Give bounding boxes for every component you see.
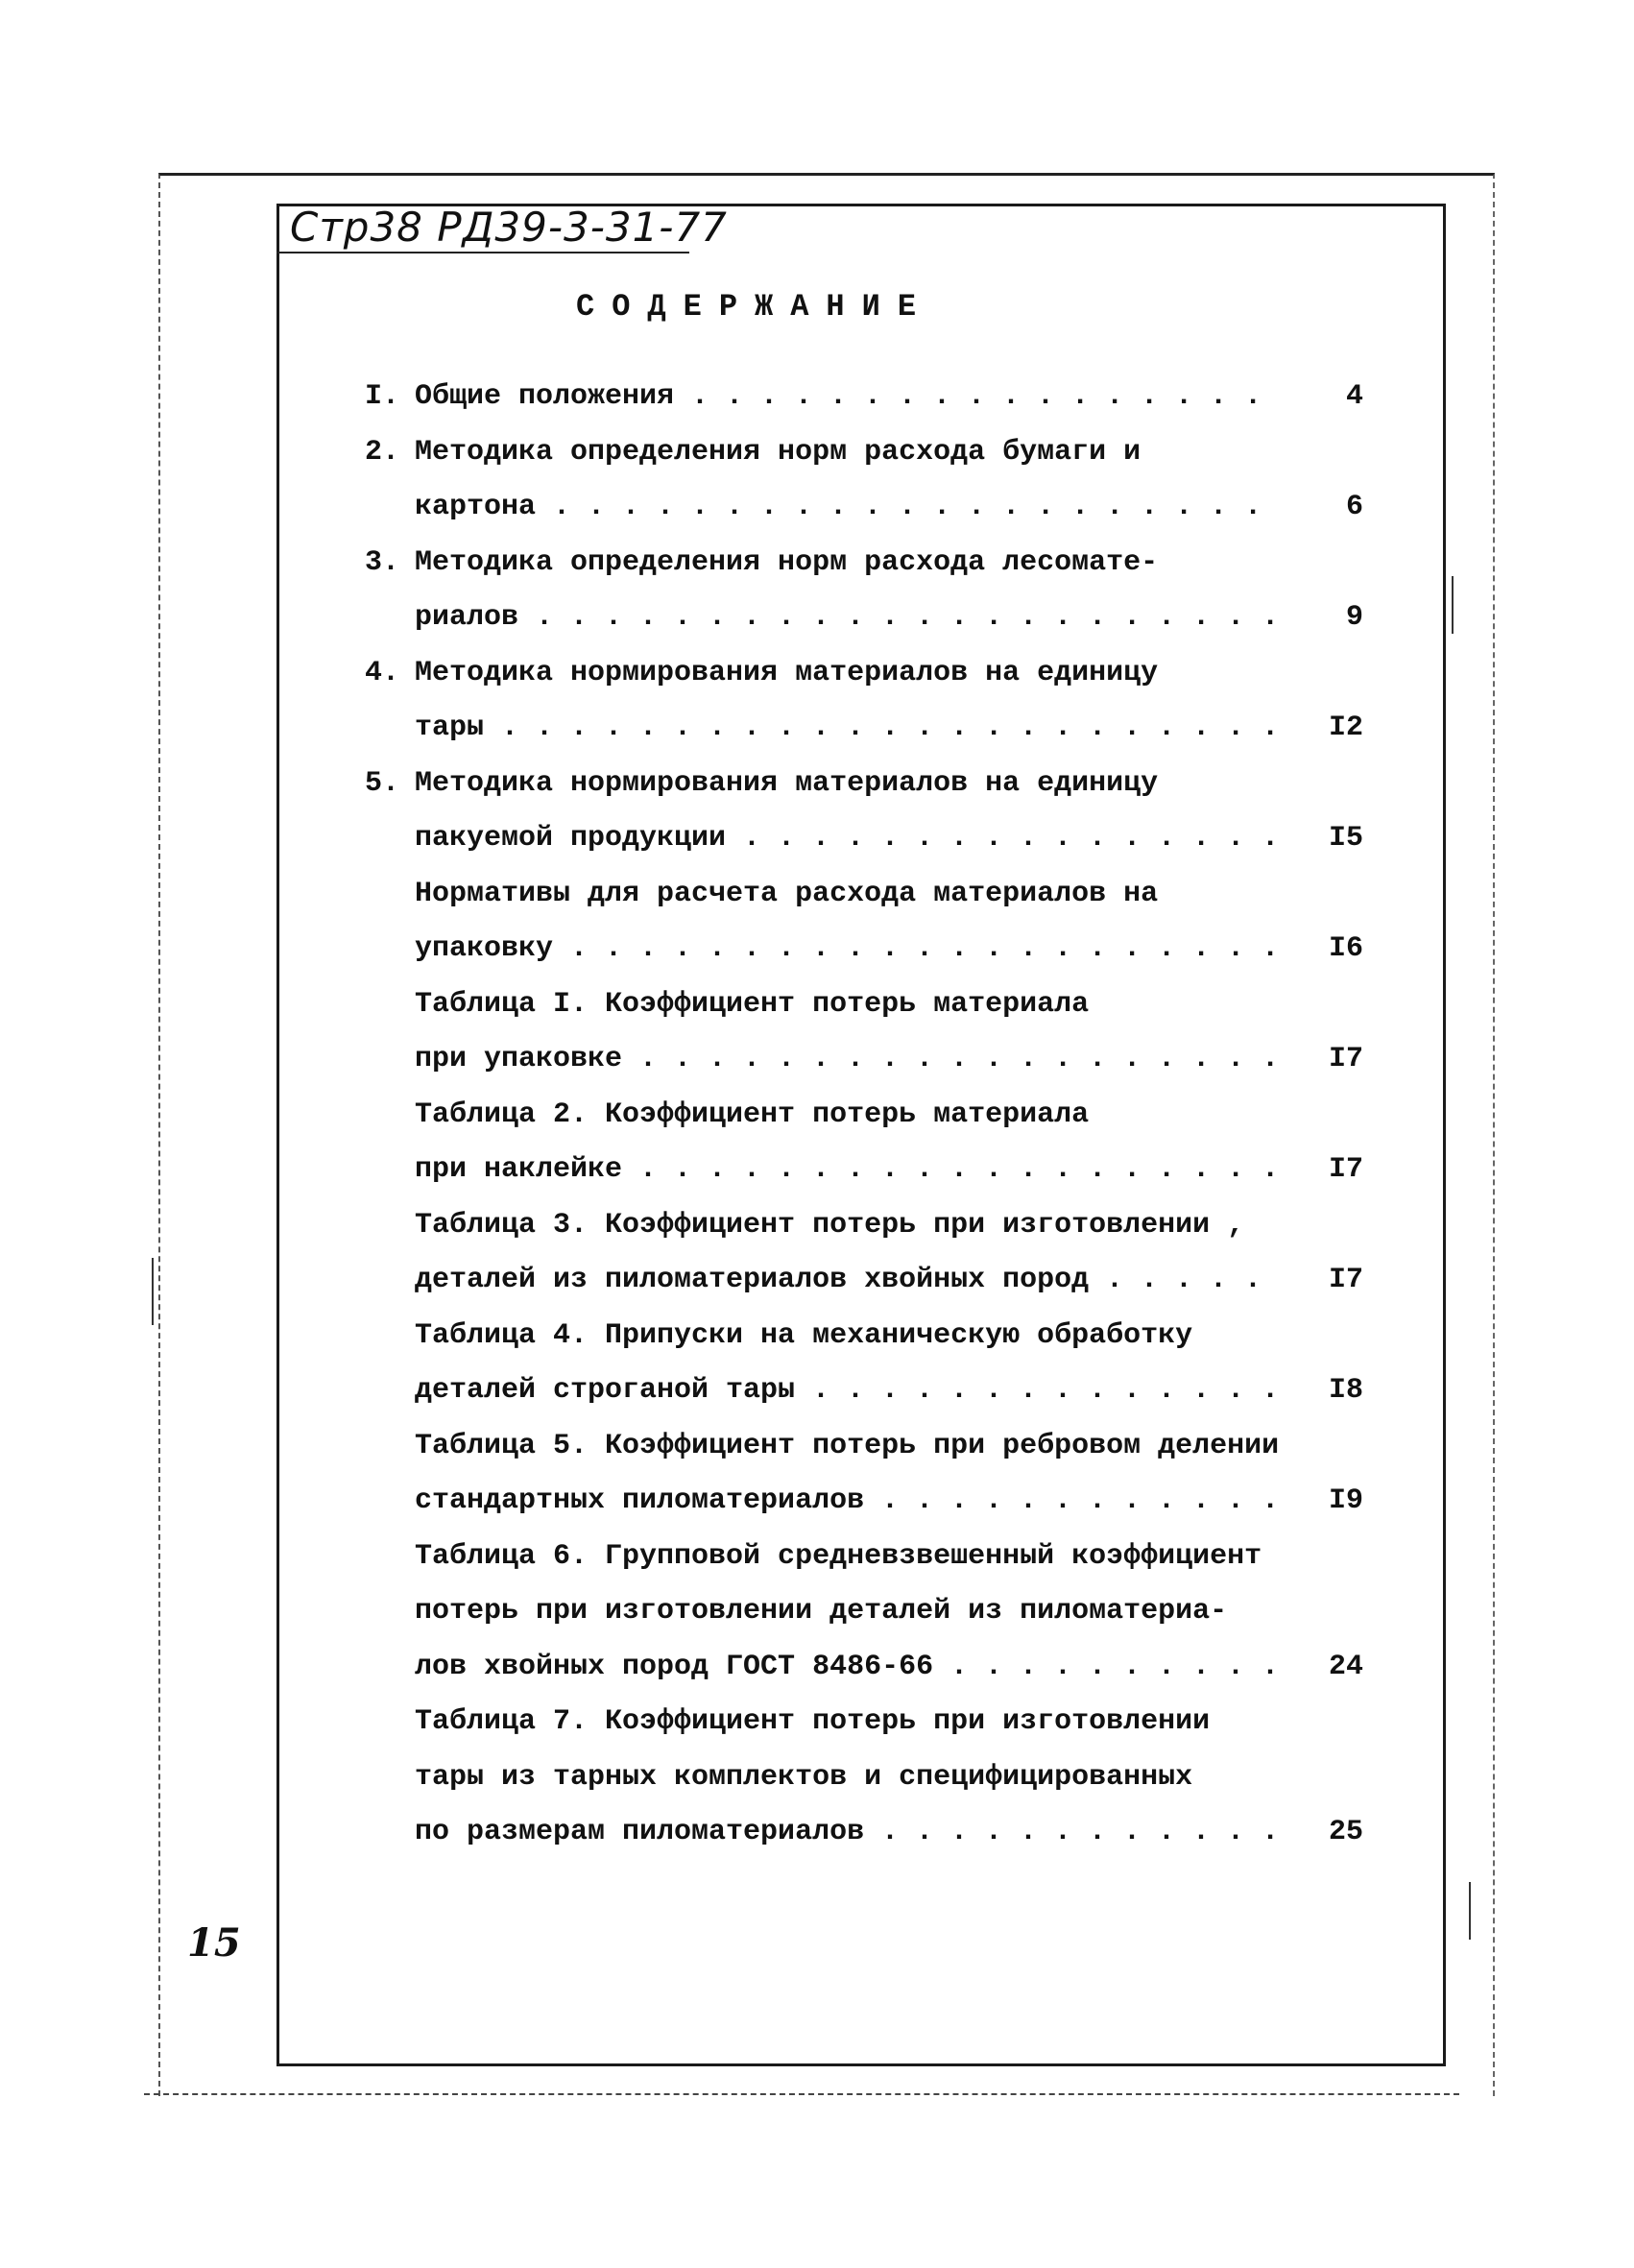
toc-entry-title: стандартных пиломатериалов [415, 1484, 865, 1517]
toc-entry [365, 977, 1363, 1033]
document-stamp: Стр38 РД39-3-31-77 [290, 204, 728, 251]
toc-entry [365, 536, 1363, 591]
toc-entry [365, 646, 1363, 702]
dot-leader: . . . . . . . . . . . . [881, 1816, 1280, 1848]
dot-leader: . . . . . . . . . . . . . . . . . . . . . [570, 932, 1280, 965]
toc-entry-title: тары [415, 712, 485, 744]
toc-entry-title: при упаковке [415, 1043, 623, 1075]
toc-entry [365, 480, 1363, 536]
toc-entry-title: Нормативы для расчета расхода материалов на [415, 877, 1159, 910]
toc-entry-title: потерь при изготовлении деталей из пиломатериа- [415, 1595, 1228, 1628]
table-of-contents [365, 370, 1363, 1861]
toc-entry [365, 757, 1363, 812]
toc-entry [365, 1750, 1363, 1806]
toc-entry-title: Методика определения норм расхода бумаги и [415, 435, 1141, 469]
toc-entry-title: деталей строганой тары [415, 1374, 796, 1407]
toc-entry-title: риалов [415, 601, 519, 634]
dot-leader: . . . . . . . . . . . . . . . . . . . [639, 1043, 1280, 1075]
toc-entry-page: I2 [1328, 712, 1363, 744]
toc-entry-page: I7 [1328, 1043, 1363, 1075]
toc-entry-page: 9 [1345, 601, 1363, 634]
toc-entry-title: Общие положения [415, 380, 675, 413]
toc-entry-number: 5. [365, 766, 400, 800]
toc-entry-page: 4 [1345, 380, 1363, 413]
toc-entry [365, 1640, 1363, 1696]
dot-leader: . . . . . . . . . . . . . . . . . . . . . [553, 491, 1262, 523]
stamp-underline [276, 252, 689, 253]
toc-entry-page: 24 [1328, 1650, 1363, 1683]
dot-leader: . . . . . . . . . . . . . . . . [743, 822, 1280, 855]
toc-entry-page: I7 [1328, 1264, 1363, 1296]
toc-entry-title: картона [415, 491, 537, 523]
toc-entry-page: I5 [1328, 822, 1363, 855]
toc-entry [365, 1032, 1363, 1088]
toc-entry-title: Таблица 6. Групповой средневзвешенный коэффициент [415, 1539, 1262, 1573]
toc-entry [365, 1419, 1363, 1475]
toc-entry-number: I. [365, 380, 400, 413]
toc-entry-title: пакуемой продукции [415, 822, 727, 855]
toc-entry [365, 701, 1363, 757]
toc-entry [365, 1198, 1363, 1254]
toc-entry-title: упаковку [415, 932, 554, 965]
toc-entry-page: I8 [1328, 1374, 1363, 1407]
toc-entry-page: I6 [1328, 932, 1363, 965]
toc-entry [365, 425, 1363, 481]
dot-leader: . . . . . . . . . . . . . . . . . . . [639, 1153, 1280, 1186]
toc-entry [365, 1695, 1363, 1750]
toc-entry-title: Таблица 3. Коэффициент потерь при изготовлении , [415, 1208, 1245, 1242]
margin-mark: 15 [187, 1920, 241, 1966]
toc-entry [365, 867, 1363, 923]
dot-leader: . . . . . . . . . . . . [881, 1484, 1280, 1517]
toc-entry [365, 1584, 1363, 1640]
toc-entry-page: I9 [1328, 1484, 1363, 1517]
toc-entry-title: Методика определения норм расхода лесомате- [415, 545, 1159, 579]
scan-tick [152, 1258, 154, 1325]
dot-leader: . . . . . . . . . . . . . . [812, 1374, 1280, 1407]
toc-entry [365, 1088, 1363, 1144]
toc-entry [365, 1530, 1363, 1585]
toc-entry [365, 1143, 1363, 1198]
toc-entry [365, 591, 1363, 646]
dot-leader: . . . . . . . . . . . . . . . . . . . . . . . [501, 712, 1280, 744]
dot-leader: . . . . . . . . . . [950, 1650, 1280, 1683]
toc-entry-title: Методика нормирования материалов на единицу [415, 766, 1159, 800]
toc-entry-number: 2. [365, 435, 400, 469]
toc-entry-title: тары из тарных комплектов и специфицированных [415, 1760, 1193, 1794]
toc-entry [365, 1309, 1363, 1364]
dot-leader: . . . . . . . . . . . . . . . . . . . . . . [536, 601, 1280, 634]
toc-entry-title: Методика нормирования материалов на единицу [415, 656, 1159, 689]
toc-entry-page: 6 [1345, 491, 1363, 523]
toc-entry-title: Таблица 7. Коэффициент потерь при изготовлении [415, 1705, 1211, 1738]
toc-entry-title: при наклейке [415, 1153, 623, 1186]
toc-entry-title: Таблица I. Коэффициент потерь материала [415, 987, 1090, 1021]
outer-bottom-line [144, 2093, 1459, 2095]
toc-entry [365, 1474, 1363, 1530]
toc-entry-title: лов хвойных пород ГОСТ 8486-66 [415, 1650, 934, 1683]
dot-leader: . . . . . . . . . . . . . . . . . [691, 380, 1262, 413]
toc-entry [365, 922, 1363, 977]
toc-entry [365, 1253, 1363, 1309]
toc-entry-title: Таблица 5. Коэффициент потерь при ребровом делении [415, 1429, 1280, 1462]
toc-entry [365, 1363, 1363, 1419]
toc-entry-page: 25 [1328, 1816, 1363, 1848]
toc-entry [365, 1805, 1363, 1861]
toc-entry-number: 4. [365, 656, 400, 689]
scan-tick [1469, 1882, 1471, 1940]
toc-entry-title: Таблица 2. Коэффициент потерь материала [415, 1098, 1090, 1131]
toc-entry [365, 370, 1363, 425]
toc-entry-page: I7 [1328, 1153, 1363, 1186]
toc-entry-title: Таблица 4. Припуски на механическую обработку [415, 1318, 1193, 1352]
toc-entry-number: 3. [365, 545, 400, 579]
dot-leader: . . . . . [1106, 1264, 1262, 1296]
toc-entry-title: деталей из пиломатериалов хвойных пород [415, 1264, 1090, 1296]
toc-entry [365, 811, 1363, 867]
scan-tick [1452, 576, 1454, 634]
toc-entry-title: по размерам пиломатериалов [415, 1816, 865, 1848]
page-title: СОДЕРЖАНИЕ [576, 289, 934, 325]
